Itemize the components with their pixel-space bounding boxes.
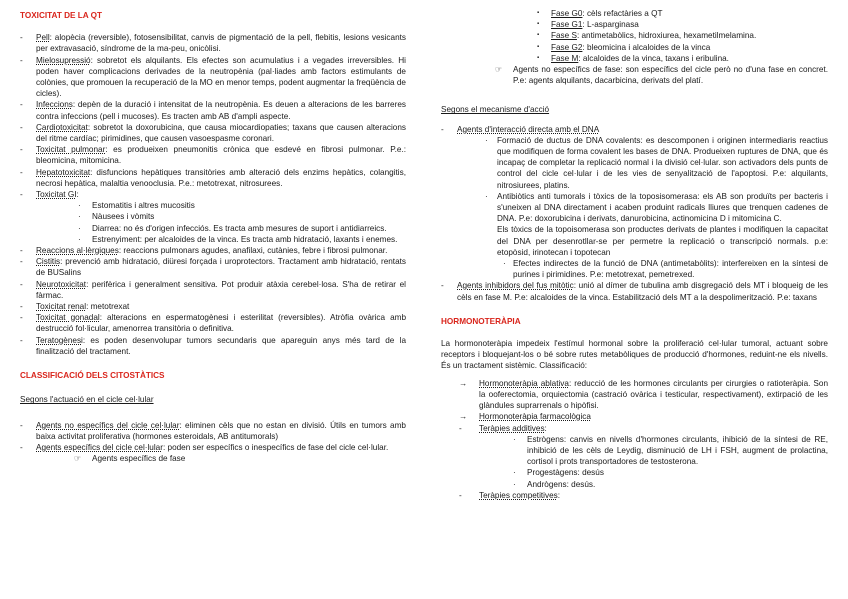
item-term: Toxicitat gonadal <box>36 313 100 323</box>
item-text: : bleomicina i alcaloides de la vinca <box>582 42 711 52</box>
nonspecific-phase-text: Agents no específics de fase: son específics del cicle però no d'una fase en concret. P.e: agents alquilants, dacarbicina, derivats del platí. <box>513 65 828 86</box>
list-item <box>20 55 406 100</box>
dna-agents-title: Agents d'interacció directa amb el DNA <box>457 124 600 134</box>
list-item <box>20 312 406 334</box>
item-text: : <box>76 190 79 200</box>
colon: : <box>557 490 561 500</box>
item-text: : poden ser específics o inespecífics de fase del cicle cel·lular. <box>162 442 389 452</box>
item-term: Toxicitat pulmonar <box>36 145 106 155</box>
item-text: Antibiòtics anti tumorals i tòxics de la toposisomerasa: els AB son produïts per bacteris i s'uneixen al DNA directament i acaben produint radicals lliures que trenquen cadenes de DNA. P.e: doxorubicina i derivats, danurobicina, actinomicina D i mitomicina C. <box>497 191 828 224</box>
phase-list <box>441 8 828 64</box>
square-bullet: ▪ <box>537 32 540 39</box>
list-item <box>20 256 406 278</box>
additive-title: Teràpies additives <box>479 423 545 433</box>
dash-bullet: - <box>20 420 23 430</box>
dot-bullet: · <box>78 201 81 211</box>
ablative-item <box>441 378 828 412</box>
list-item <box>20 420 406 442</box>
item-text: : alteracions en espermatogènesi i esterilitat (reversibles). Atròfia ovàrica amb destrucció fol·licular, amenorrea transitòria o definitiva. <box>36 313 407 334</box>
item-term: Fase G0 <box>551 9 583 18</box>
item-term: Agents no específics del cicle cel·lular <box>36 420 180 430</box>
item-text: : depèn de la duració i intensitat de la neutropènia. Es deuen a alteracions de les barreres contra infeccions (pell i mucoses). Es tracten amb AB d'ampli aspecte. <box>36 100 406 121</box>
dna-list <box>441 135 828 225</box>
phase-specific-item <box>20 453 406 464</box>
dash-bullet: - <box>20 442 23 452</box>
item-term: Toxicitat renal <box>36 302 87 312</box>
list-item <box>441 19 828 30</box>
pharma-item <box>441 411 828 422</box>
additive-subitem <box>441 434 828 468</box>
list-item <box>441 53 828 64</box>
item-term: Hepatotoxicitat <box>36 167 91 177</box>
dash-bullet: - <box>441 281 444 291</box>
item-text: : sobretot la doxorubicina, que causa miocardiopaties; taxans que causen alteracions del ritme cardíac; pirimidines, que causen vasoespasme coronari. <box>36 122 406 144</box>
ablative-text: : reducció de les hormones circulants per cirurgies o ratioteràpia. Son la ooferectomia, orquiectomia (castració ovàrica i testicular, respectivament), extirpació de les glàndules suprarrenals o hipòfisi. <box>479 378 829 411</box>
list-item <box>441 8 828 19</box>
cycle-section-title: Segons l'actuació en el cicle cel·lular <box>20 395 154 405</box>
dash-bullet: - <box>459 490 462 500</box>
dash-bullet: - <box>20 246 23 256</box>
ablative-title: Hormonoteràpia ablativa <box>479 378 569 388</box>
competitive-item <box>441 490 828 501</box>
list-item <box>20 99 406 121</box>
indirect-text: Efectes indirectes de la funció de DNA (antimetabòlits): interfereixen en la síntesi de purines i pirimidines. P.e: metotrexat, pemetrexed. <box>513 259 828 280</box>
right-column <box>441 8 828 501</box>
item-text: : alcaloides de la vinca, taxans i eribulina. <box>578 53 729 63</box>
item-text: : reaccions pulmonars agudes, anafilaxi, cutànies, febre i fibrosi pulmonar. <box>118 246 388 256</box>
dna-item <box>441 191 828 225</box>
item-term: Reaccions al·lèrgiques <box>36 246 119 256</box>
competitive-title: Teràpies competitives <box>479 490 558 500</box>
item-term: Fase G1 <box>551 20 583 30</box>
square-bullet: ▪ <box>537 21 540 28</box>
additive-subitem <box>441 467 828 478</box>
item-term: Mielosupressió <box>36 55 91 65</box>
item-term: Agents específics del cicle cel·lular <box>36 442 163 452</box>
topo-text: Els tòxics de la topoisomerasa son productes derivats de plantes i modifiquen la capacitat del DNA per desenrotllar-se per permetre la replicació o transcripció normals. p.e: etopòsid, irinotecan i topotecan <box>497 225 828 257</box>
item-term: Fase S <box>551 31 577 41</box>
dot-bullet: · <box>513 468 516 478</box>
hormone-text: La hormonoteràpia impedeix l'estímul hormonal sobre la proliferació cel·lular tumoral, actuant sobre receptors i bloquejant-los o bé sobre rutes metabòliques de producció d'hormones, reduint-ne els nivells. És un tractament sistèmic. Classificació: <box>441 339 828 371</box>
dot-bullet: · <box>78 234 81 244</box>
item-text: Estrenyiment: per alcaloides de la vinca. Es tracta amb hidratació, laxants i enemes. <box>92 234 398 244</box>
item-text: : metotrexat <box>86 302 130 312</box>
gi-item <box>20 200 406 211</box>
classification-title: CLASSIFICACIÓ DELS CITOSTÀTICS <box>20 371 165 381</box>
gi-toxicity-list <box>20 200 406 245</box>
item-term: Neurotoxicitat <box>36 279 87 289</box>
item-text: : es produeixen pneumonitis crònica que esdevé en fibrosi pulmonar. P.e.: bleomicina, mitomicina. <box>36 145 406 166</box>
item-text: : L-asparginasa <box>582 20 639 30</box>
item-term: Infeccions <box>36 100 73 110</box>
list-item <box>20 189 406 200</box>
arrow-icon: → <box>459 412 468 422</box>
colon: : <box>544 423 547 433</box>
hormone-title: HORMONOTERÀPIA <box>441 316 521 326</box>
item-text: Estrògens: canvis en nivells d'hormones circulants, ihibició de la síntesi de RE, inhibició de les cèls de Leydig, disminució de LH i FSH, augment de prolactina, cortisol i prots transportadores de testosterona. <box>527 434 828 467</box>
item-text: Estomatitis i altres mucositis <box>92 201 195 211</box>
hand-pointer-icon: ☞ <box>495 65 503 75</box>
dash-bullet: - <box>441 124 444 134</box>
item-term: Cardiotoxicitat <box>36 122 88 132</box>
item-text: Progestàgens: desús <box>527 468 604 478</box>
item-term: Cistitis <box>36 257 61 267</box>
dot-bullet: · <box>78 223 81 233</box>
list-item <box>20 442 406 453</box>
toxicity-list <box>20 32 406 200</box>
gi-item <box>20 211 406 222</box>
item-term: Toxicitat GI <box>36 190 77 200</box>
tubulin-item <box>441 280 828 302</box>
list-item <box>20 335 406 357</box>
dot-bullet: · <box>485 191 488 201</box>
item-text: : es poden desenvolupar tumors secundaris que apareguin anys més tard de la finalització del tractament. <box>36 335 406 356</box>
item-text: : cèls refactàries a QT <box>582 9 663 18</box>
dash-bullet: - <box>20 145 23 155</box>
item-text: Formació de ductus de DNA covalents: es descomponen i originen intermediaris reactius que modifiquen de forma covalent les bases de DNA. Produeixen ruptures de DNA, que és incapaç de completar la replicació normal i la divisió cel·lular. son activadors dels punts de control del cicle cel·lular i de les vies de senyalització de l'apoptosi. P.e: alquilants, nitrosiurees, platins. <box>497 135 828 190</box>
item-text: : prevenció amb hidratació, diüresi forçada i uroprotectors. Tractament amb hidratació, rentats de BUSalins <box>36 257 406 278</box>
additive-item <box>441 423 828 434</box>
square-bullet: ▪ <box>537 54 540 61</box>
item-term: Pell <box>36 33 50 43</box>
dash-bullet: - <box>20 313 23 323</box>
item-term: Fase M <box>551 53 579 63</box>
list-item <box>441 42 828 53</box>
item-text: : alopècia (reversible), fotosensibilitat, canvis de pigmentació de la pell, flebitis, lesions vesicants per extravasació, síndrome de la ma-peu, onicòlisi. <box>36 33 406 54</box>
list-item <box>20 32 406 54</box>
dash-bullet: - <box>20 279 23 289</box>
item-text: Andrògens: desús. <box>527 479 596 489</box>
list-item <box>20 144 406 166</box>
item-text: : eliminen cèls que no estan en divisió. Útils en tumors amb baixa activitat proliferativa (hormones esteroidals, AB antitumorals) <box>36 420 406 441</box>
dna-item <box>441 135 828 191</box>
dash-bullet: - <box>20 100 23 110</box>
dot-bullet: · <box>503 259 506 269</box>
nonspecific-phase-item <box>441 64 828 86</box>
gi-item <box>20 223 406 234</box>
list-item <box>20 279 406 301</box>
indirect-item <box>441 258 828 280</box>
dash-bullet: - <box>20 257 23 267</box>
dot-bullet: · <box>78 212 81 222</box>
dash-bullet: - <box>20 33 23 43</box>
item-text: : perifèrica i generalment sensitiva. Pot produir atàxia cerebel·losa. S'ha de retirar el fàrmac. <box>36 279 406 300</box>
toxicity-title: TOXICITAT DE LA QT <box>20 11 103 20</box>
item-text: : disfuncions hepàtiques transitòries amb alteració dels enzims hepàtics, colangitis, necrosi hepàtica, malaltia venooclusia. P.e.: metotrexat, nitrosurees. <box>36 167 406 188</box>
item-text: : antimetabòlics, hidroxiurea, hexametilmelamina. <box>576 31 757 41</box>
list-item <box>20 245 406 256</box>
list-item <box>20 301 406 312</box>
tubulin-title: Agents inhibidors del fus mitòtic <box>457 281 574 291</box>
cycle-list <box>20 420 406 454</box>
pharma-title: Hormonoteràpia farmacològica <box>479 412 591 422</box>
item-term: Fase G2 <box>551 42 583 52</box>
left-column <box>20 10 406 464</box>
item-text: Diarrea: no és d'origen infecciós. Es tracta amb mesures de suport i antidiarreics. <box>92 223 387 233</box>
dna-agents-item <box>441 124 828 135</box>
mechanism-section-title: Segons el mecanisme d'acció <box>441 105 550 115</box>
dash-bullet: - <box>20 122 23 132</box>
square-bullet: ▪ <box>537 10 540 16</box>
item-text: Nàusees i vòmits <box>92 212 155 222</box>
dash-bullet: - <box>20 55 23 65</box>
tubulin-text: : unió al dímer de tubulina amb disgregació dels MT i bloqueig de les cèls en fase M. P.e: alcaloides de la vinca. Estabilització dels MT a la despolimerització. P.e: taxans <box>457 281 829 302</box>
gi-item <box>20 234 406 245</box>
item-text: : sobretot els alquilants. Els efectes son acumulatius i a vegades irreversibles. Hi poden haver complicacions derivades de la neutropènia (pal·liades amb factors estimulants de colònies, que promouen la recuperació de la MO en menor temps, podent augmentar la freqüència de cicles). <box>36 55 406 99</box>
dot-bullet: · <box>513 434 516 444</box>
list-item <box>20 122 406 144</box>
list-item <box>20 167 406 189</box>
dash-bullet: - <box>20 335 23 345</box>
hand-pointer-icon: ☞ <box>74 454 82 464</box>
toxicity-list-2 <box>20 245 406 357</box>
dot-bullet: · <box>513 479 516 489</box>
list-item <box>441 30 828 41</box>
additive-subitem <box>441 479 828 490</box>
arrow-icon: → <box>459 378 468 388</box>
phase-specific-label: Agents específics de fase <box>92 454 186 464</box>
item-term: Teratogènesi <box>36 335 83 345</box>
dash-bullet: - <box>20 190 23 200</box>
dash-bullet: - <box>459 423 462 433</box>
additive-list <box>441 434 828 490</box>
dash-bullet: - <box>20 302 23 312</box>
dash-bullet: - <box>20 167 23 177</box>
dot-bullet: · <box>485 135 488 145</box>
square-bullet: ▪ <box>537 43 540 50</box>
